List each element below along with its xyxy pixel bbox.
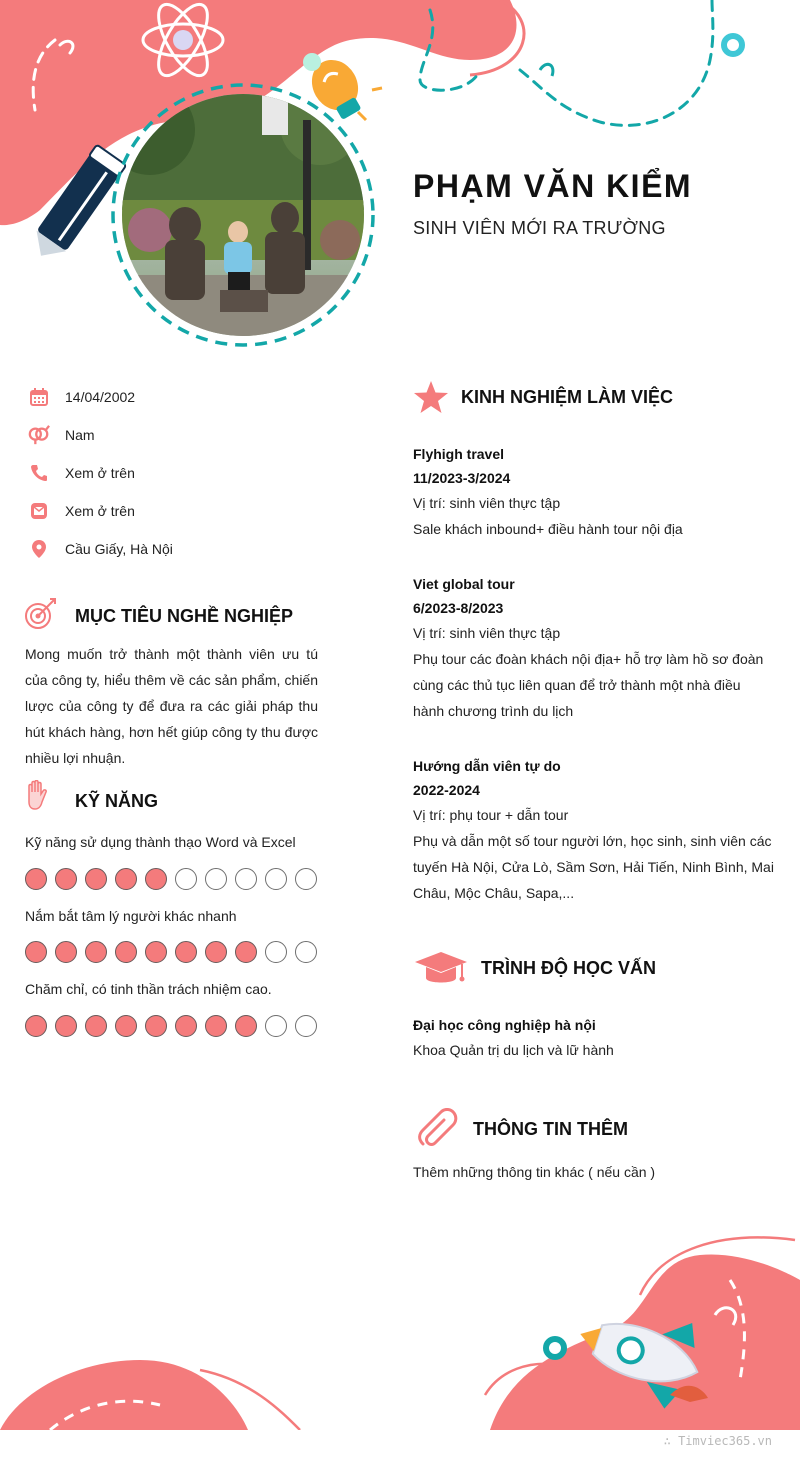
job-description: tuyến Hà Nội, Cửa Lò, Sầm Sơn, Hải Tiến, Ninh Bình, Mai <box>413 859 774 875</box>
watermark: ∴ Timviec365.vn <box>663 1434 772 1448</box>
skill-dot-filled <box>235 941 257 963</box>
skill-dot-filled <box>235 1015 257 1037</box>
skill-dot-empty <box>205 868 227 890</box>
job-title: SINH VIÊN MỚI RA TRƯỜNG <box>413 218 666 238</box>
skill-dot-filled <box>175 1015 197 1037</box>
objective-text: Mong muốn trở thành một thành viên ưu tú của công ty, hiểu thêm về các sản phẩm, chiến lược của công ty để đưa ra các giải pháp thu hút khách hàng, hơn hết giúp công ty thu được nhiều lợi nhuận. <box>25 646 318 766</box>
skill-dot-empty <box>295 868 317 890</box>
job-position: Vị trí: phụ tour + dẫn tour <box>413 807 569 823</box>
contact-phone-text: Xem ở trên <box>65 465 135 481</box>
education-major: Khoa Quản trị du lịch và lữ hành <box>413 1042 614 1058</box>
skill-dot-empty <box>175 868 197 890</box>
skill-dot-filled <box>205 941 227 963</box>
star-icon <box>413 380 449 414</box>
skill-rating <box>25 941 317 963</box>
contact-address-text: Cầu Giấy, Hà Nội <box>65 541 173 557</box>
skill-label: Kỹ năng sử dụng thành thạo Word và Excel <box>25 834 296 850</box>
contact-gender <box>28 424 95 446</box>
skill-dot-filled <box>115 1015 137 1037</box>
skill-dot-filled <box>175 941 197 963</box>
job-description: Phụ tour các đoàn khách nội địa+ hỗ trợ làm hồ sơ đoàn <box>413 651 764 667</box>
skill-dot-filled <box>115 941 137 963</box>
contact-birthdate-text: 14/04/2002 <box>65 389 136 405</box>
education-school: Đại học công nghiệp hà nội <box>413 1017 596 1033</box>
job-company: Viet global tour <box>413 576 515 592</box>
skill-dot-filled <box>25 1015 47 1037</box>
job-description: hành chương trình du lịch <box>413 703 574 719</box>
job-period: 11/2023-3/2024 <box>413 470 511 486</box>
skill-dot-filled <box>85 868 107 890</box>
paperclip-icon <box>415 1108 459 1150</box>
location-pin-icon <box>28 538 50 560</box>
skill-dot-filled <box>145 868 167 890</box>
calendar-icon <box>28 386 50 408</box>
contact-gender-text: Nam <box>65 427 95 443</box>
contact-email <box>28 500 135 522</box>
skill-dot-filled <box>205 1015 227 1037</box>
job-description: Sale khách inbound+ điều hành tour nội địa <box>413 521 683 537</box>
contact-birthdate <box>28 386 135 408</box>
objective-title: MỤC TIÊU NGHỀ NGHIỆP <box>75 606 294 626</box>
skills-title: KỸ NĂNG <box>75 791 159 811</box>
target-icon <box>24 597 58 631</box>
skill-rating <box>25 1015 317 1037</box>
skill-dot-empty <box>265 941 287 963</box>
job-period: 2022-2024 <box>413 782 480 798</box>
contact-phone <box>28 462 135 484</box>
contact-address <box>28 538 173 560</box>
skill-dot-empty <box>235 868 257 890</box>
job-description: Phụ và dẫn một số tour người lớn, học sinh, sinh viên các <box>413 833 772 849</box>
job-period: 6/2023-8/2023 <box>413 600 504 616</box>
skill-dot-filled <box>145 941 167 963</box>
skill-dot-filled <box>55 1015 77 1037</box>
skill-dot-filled <box>85 1015 107 1037</box>
skill-dot-empty <box>265 868 287 890</box>
job-company: Hướng dẫn viên tự do <box>413 758 561 774</box>
skill-dot-empty <box>295 1015 317 1037</box>
skill-dot-filled <box>25 868 47 890</box>
contact-email-text: Xem ở trên <box>65 503 135 519</box>
job-position: Vị trí: sinh viên thực tập <box>413 625 561 641</box>
skill-dot-empty <box>295 941 317 963</box>
job-company: Flyhigh travel <box>413 446 505 462</box>
skill-label: Nắm bắt tâm lý người khác nhanh <box>25 908 237 924</box>
bottom-decoration <box>0 1220 800 1430</box>
skill-dot-filled <box>115 868 137 890</box>
skill-rating <box>25 868 317 890</box>
skill-dot-empty <box>265 1015 287 1037</box>
skill-label: Chăm chỉ, có tinh thần trách nhiệm cao. <box>25 981 272 997</box>
extra-title: THÔNG TIN THÊM <box>473 1119 628 1139</box>
phone-icon <box>28 462 50 484</box>
job-position: Vị trí: sinh viên thực tập <box>413 495 561 511</box>
skill-dot-filled <box>55 868 77 890</box>
extra-text: Thêm những thông tin khác ( nếu cần ) <box>413 1164 656 1180</box>
skill-dot-filled <box>25 941 47 963</box>
job-description: cùng các thủ tục liên quan để trở thành một nhà điều <box>413 677 741 693</box>
graduation-cap-icon <box>413 950 469 986</box>
skill-dot-filled <box>55 941 77 963</box>
candidate-name: PHẠM VĂN KIỂM <box>413 168 693 204</box>
skill-dot-filled <box>85 941 107 963</box>
email-icon <box>28 500 50 522</box>
education-title: TRÌNH ĐỘ HỌC VẤN <box>481 958 656 978</box>
gender-icon <box>28 424 50 446</box>
job-description: Châu, Mộc Châu, Sapa,... <box>413 885 575 901</box>
skill-dot-filled <box>145 1015 167 1037</box>
hand-icon <box>24 780 50 812</box>
experience-title: KINH NGHIỆM LÀM VIỆC <box>461 387 674 407</box>
